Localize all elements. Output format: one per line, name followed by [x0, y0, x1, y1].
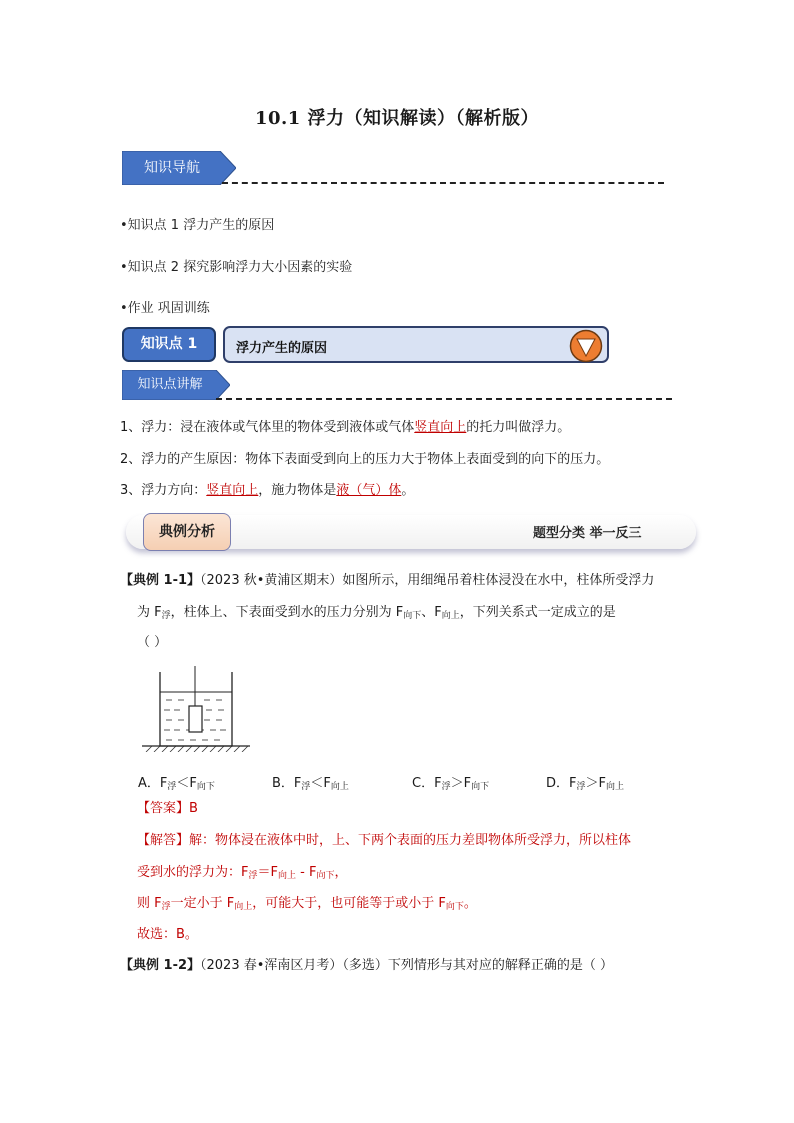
solution-line-3: 则 $F_浮$一定小于 $F_{向上}$，可能大于，也可能等于或小于 $F_{向下}$。	[137, 896, 477, 912]
kp1-badge: 知识点 1	[122, 327, 216, 362]
beaker-figure	[138, 666, 254, 752]
nav-item-homework[interactable]: •作业 巩固训练	[120, 301, 210, 316]
explain-para-3: 3、浮力方向：竖直向上，施力物体是液（气）体。	[120, 483, 415, 498]
nav-item-kp2[interactable]: •知识点 2 探究影响浮力大小因素的实验	[120, 260, 353, 275]
solution-line-2: 受到水的浮力为：$F_浮=F_{向上} - F_{向下}$，	[137, 865, 348, 881]
solution-line-4: 故选：B。	[137, 927, 198, 942]
option-a[interactable]: A．$F_浮<F_{向下}$	[138, 776, 215, 792]
explain-tab-label: 知识点讲解	[137, 377, 203, 392]
solution-line-1: 【解答】解：物体浸在液体中时，上、下两个表面的压力差即物体所受浮力，所以柱体	[137, 833, 632, 848]
page-title: 10.1 浮力（知识解读）（解析版）	[254, 108, 540, 129]
example-1-1-line1: 【典例 1-1】（2023 秋•黄浦区期末）如图所示，用细绳吊着柱体浸没在水中，柱体所受浮力	[120, 573, 655, 588]
key-term: 液（气）体	[336, 483, 402, 498]
triangle-down-icon	[569, 329, 603, 363]
nav-divider	[222, 182, 664, 184]
explain-para-1: 1、浮力：浸在液体或气体里的物体受到液体或气体竖直向上的托力叫做浮力。	[120, 420, 571, 435]
explain-divider	[216, 398, 672, 400]
option-c[interactable]: C．$F_浮>F_{向下}$	[412, 776, 490, 792]
nav-tab-label: 知识导航	[144, 160, 200, 176]
explain-para-2: 2、浮力的产生原因：物体下表面受到向上的压力大于物体上表面受到的向下的压力。	[120, 452, 610, 467]
option-d[interactable]: D．$F_浮>F_{向上}$	[546, 776, 625, 792]
option-b[interactable]: B．$F_浮<F_{向上}$	[272, 776, 349, 792]
example-banner-subtitle: 题型分类 举一反三	[533, 526, 642, 541]
key-term: 竖直向上	[206, 483, 259, 498]
answer-line: 【答案】B	[137, 801, 198, 816]
example-1-1-line2: 为 $F_浮$，柱体上、下表面受到水的压力分别为 $F_{向下}$、$F_{向上}$，下列关系式一定成立的是	[137, 605, 616, 621]
kp1-title: 浮力产生的原因	[236, 341, 328, 356]
example-1-2-line1: 【典例 1-2】（2023 春•浑南区月考）（多选）下列情形与其对应的解释正确的是（ ）	[120, 958, 614, 973]
nav-item-kp1[interactable]: •知识点 1 浮力产生的原因	[120, 218, 275, 233]
example-1-1-bracket: （ ）	[137, 635, 168, 650]
key-term: 竖直向上	[414, 420, 467, 435]
example-banner-label: 典例分析	[143, 513, 231, 551]
